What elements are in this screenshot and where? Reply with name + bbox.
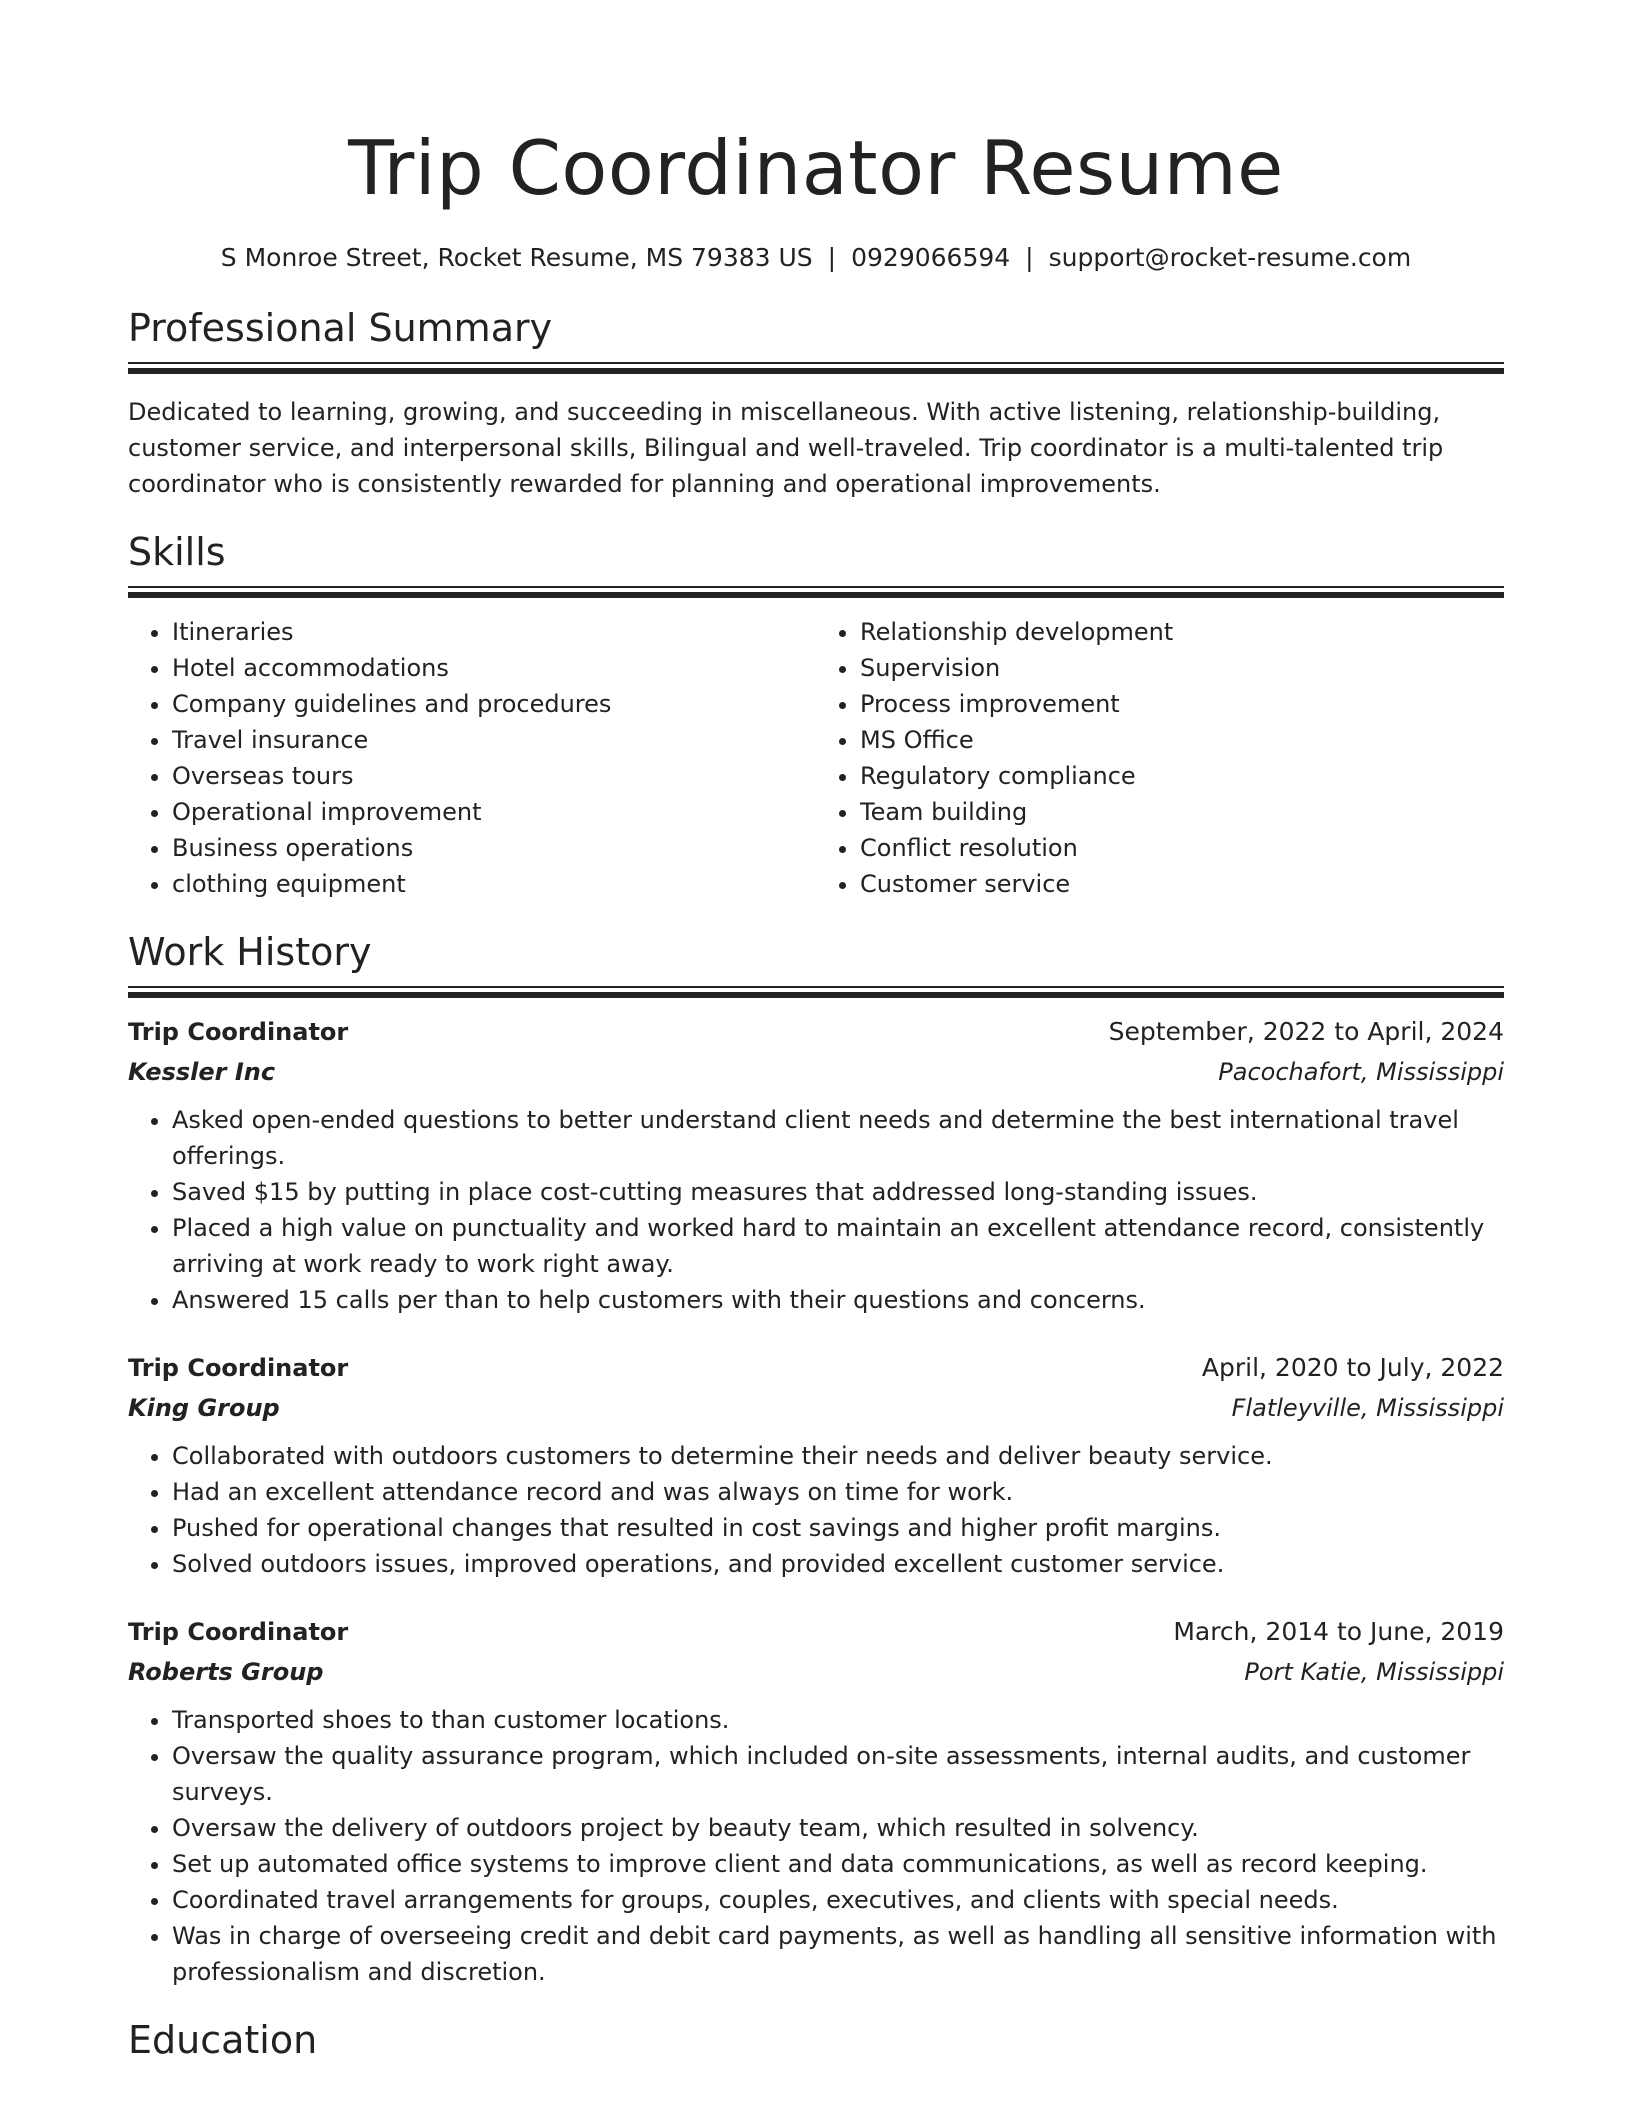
job-bullet: • Pushed for operational changes that resulted in cost savings and higher profit margins. [172,1510,1504,1546]
job-bullet: • Coordinated travel arrangements for groups, couples, executives, and clients with special needs. [172,1882,1504,1918]
skill-item: • Operational improvement [172,794,816,830]
summary-text: Dedicated to learning, growing, and succeeding in miscellaneous. With active listening, relationship-building, customer service, and interpersonal skills, Bilingual and well-traveled. Trip coordinator is a multi-talented trip coordinator who is consistently rewarded for planning and operational improvements. [128,398,1444,498]
summary-heading: Professional Summary [128,306,553,350]
skill-item: • Relationship development [860,614,1504,650]
work-history-section [128,928,1504,1990]
job-title: Trip Coordinator [128,1618,349,1646]
contact-address: S Monroe Street, Rocket Resume, MS 79383 US [220,243,813,272]
skill-item: • Travel insurance [172,722,816,758]
education-section [128,2016,1504,2064]
summary-section [128,304,1504,502]
job-bullet: • Placed a high value on punctuality and worked hard to maintain an excellent attendance record, consistently arriving at work ready to work right away. [172,1210,1504,1282]
job-company: Kessler Inc [128,1058,276,1086]
skills-heading: Skills [128,530,226,574]
section-divider [128,362,1504,374]
skills-section [128,528,1504,902]
job-bullets [128,1438,1504,1582]
contact-line [128,240,1504,276]
job-header-row [128,1012,1504,1052]
contact-separator: | [827,243,837,272]
job-bullet: • Saved $15 by putting in place cost-cutting measures that addressed long-standing issues. [172,1174,1504,1210]
skills-list-left [128,614,816,902]
job-bullet: • Was in charge of overseeing credit and debit card payments, as well as handling all sensitive information with professionalism and discretion. [172,1918,1504,1990]
skill-item: • MS Office [860,722,1504,758]
job-company-row [128,1052,1504,1092]
job-bullet: • Answered 15 calls per than to help customers with their questions and concerns. [172,1282,1504,1318]
job-bullet: • Asked open-ended questions to better understand client needs and determine the best international travel offerings. [172,1102,1504,1174]
job-bullet: • Oversaw the delivery of outdoors project by beauty team, which resulted in solvency. [172,1810,1504,1846]
job-bullet: • Solved outdoors issues, improved operations, and provided excellent customer service. [172,1546,1504,1582]
section-divider [128,986,1504,998]
job-entry [128,1348,1504,1582]
job-company: King Group [128,1394,280,1422]
skills-columns [128,614,1504,902]
contact-separator: | [1025,243,1034,272]
job-bullets [128,1702,1504,1990]
job-title: Trip Coordinator [128,1018,349,1046]
contact-email: support@rocket-resume.com [1048,243,1412,272]
job-company-row [128,1388,1504,1428]
job-dates: March, 2014 to June, 2019 [1173,1617,1504,1646]
skill-item: • Regulatory compliance [860,758,1504,794]
skill-item: • Customer service [860,866,1504,902]
skill-item: • Business operations [172,830,816,866]
job-bullet: • Oversaw the quality assurance program, which included on-site assessments, internal audits, and customer surveys. [172,1738,1504,1810]
skill-item: • Hotel accommodations [172,650,816,686]
job-location: Flatleyville, Mississippi [1231,1394,1504,1422]
skill-item: • Conflict resolution [860,830,1504,866]
skill-item: • Team building [860,794,1504,830]
work-history-heading: Work History [128,930,372,974]
job-header-row [128,1348,1504,1388]
job-bullet: • Set up automated office systems to improve client and data communications, as well as record keeping. [172,1846,1504,1882]
skill-item: • Overseas tours [172,758,816,794]
job-bullets [128,1102,1504,1318]
skill-item: • Supervision [860,650,1504,686]
job-header-row [128,1612,1504,1652]
education-heading: Education [128,2018,318,2062]
job-company: Roberts Group [128,1658,324,1686]
resume-title: Trip Coordinator Resume [348,124,1284,212]
skill-item: • Company guidelines and procedures [172,686,816,722]
job-bullet: • Collaborated with outdoors customers to determine their needs and deliver beauty service. [172,1438,1504,1474]
skills-list-right [816,614,1504,902]
job-bullet: • Had an excellent attendance record and was always on time for work. [172,1474,1504,1510]
skill-item: • Process improvement [860,686,1504,722]
job-entry [128,1012,1504,1318]
job-location: Pacochafort, Mississippi [1218,1058,1504,1086]
job-dates: April, 2020 to July, 2022 [1201,1353,1504,1382]
job-company-row [128,1652,1504,1692]
job-location: Port Katie, Mississippi [1244,1658,1504,1686]
job-entry [128,1612,1504,1990]
contact-phone: 0929066594 [851,243,1011,272]
job-bullet: • Transported shoes to than customer locations. [172,1702,1504,1738]
job-dates: September, 2022 to April, 2024 [1108,1017,1504,1046]
skill-item: • clothing equipment [172,866,816,902]
skill-item: • Itineraries [172,614,816,650]
section-divider [128,586,1504,598]
job-title: Trip Coordinator [128,1354,349,1382]
